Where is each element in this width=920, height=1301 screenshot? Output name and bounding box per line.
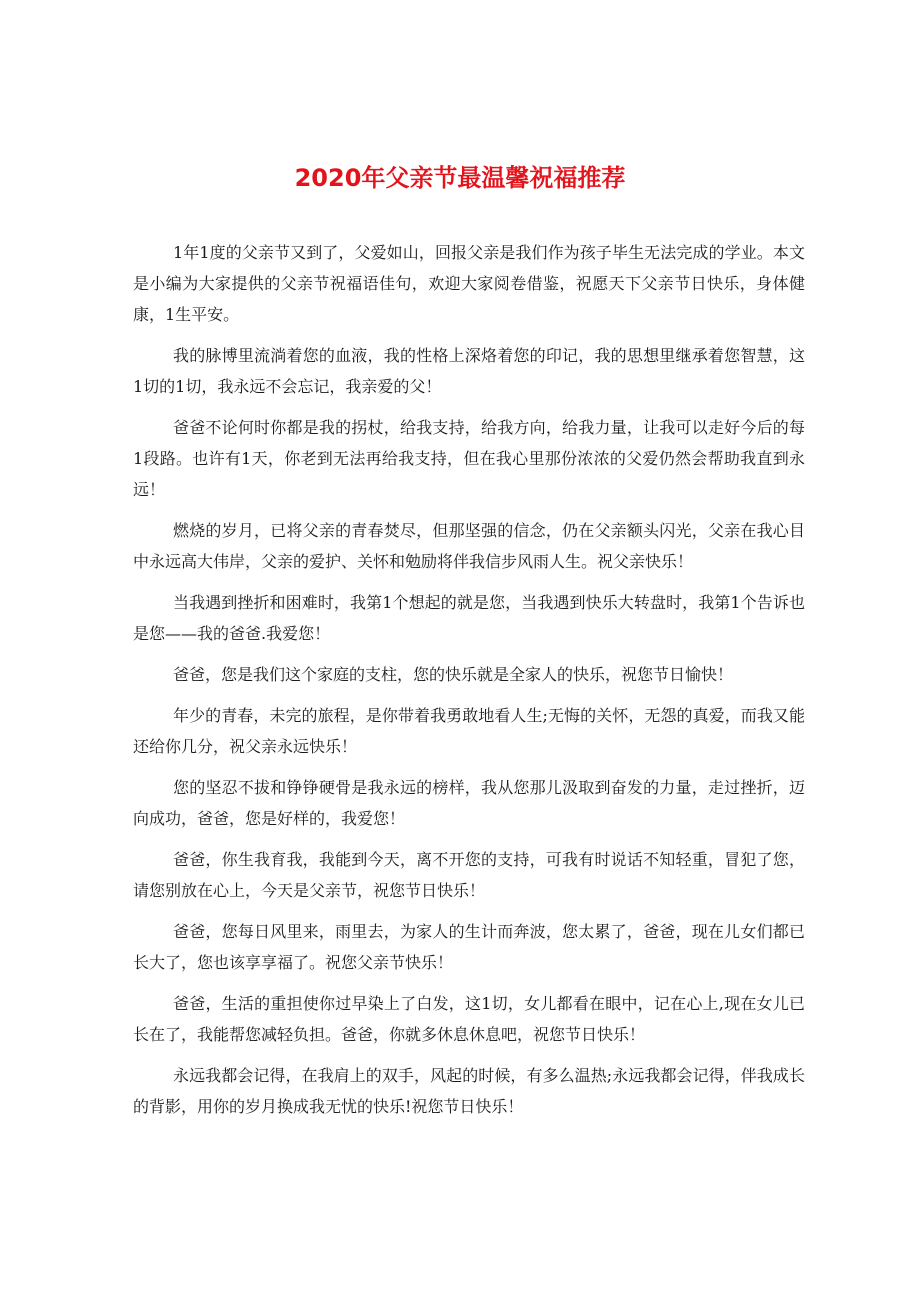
paragraph: 爸爸，生活的重担使你过早染上了白发，这1切，女儿都看在眼中，记在心上,现在女儿已长在了，我能帮您减轻负担。爸爸，你就多休息休息吧，祝您节日快乐！ [133, 994, 805, 1044]
paragraph: 我的脉博里流淌着您的血液，我的性格上深烙着您的印记，我的思想里继承着您智慧，这1切的1切，我永远不会忘记，我亲爱的父！ [133, 346, 805, 396]
paragraph: 爸爸，你生我育我，我能到今天，离不开您的支持，可我有时说话不知轻重，冒犯了您，请您别放在心上，今天是父亲节，祝您节日快乐！ [133, 850, 805, 900]
paragraph: 爸爸，您是我们这个家庭的支柱，您的快乐就是全家人的快乐，祝您节日愉快！ [173, 665, 734, 684]
document-body [133, 237, 805, 1132]
paragraph: 1年1度的父亲节又到了，父爱如山，回报父亲是我们作为孩子毕生无法完成的学业。本文是小编为大家提供的父亲节祝福语佳句，欢迎大家阅卷借鉴，祝愿天下父亲节日快乐，身体健康，1生平安。 [133, 243, 805, 324]
paragraph: 永远我都会记得，在我肩上的双手，风起的时候，有多么温热;永远我都会记得，伴我成长的背影，用你的岁月换成我无忧的快乐!祝您节日快乐！ [133, 1066, 805, 1116]
paragraph: 您的坚忍不拔和铮铮硬骨是我永远的榜样，我从您那儿汲取到奋发的力量，走过挫折，迈向成功，爸爸，您是好样的，我爱您！ [133, 778, 805, 828]
document-title: 2020年父亲节最温馨祝福推荐 [294, 164, 626, 192]
paragraph: 年少的青春，未完的旅程，是你带着我勇敢地看人生;无悔的关怀，无怨的真爱，而我又能还给你几分，祝父亲永远快乐！ [133, 706, 805, 756]
paragraph: 爸爸不论何时你都是我的拐杖，给我支持，给我方向，给我力量，让我可以走好今后的每1段路。也许有1天，你老到无法再给我支持，但在我心里那份浓浓的父爱仍然会帮助我直到永远！ [133, 418, 805, 499]
paragraph: 燃烧的岁月，已将父亲的青春焚尽，但那坚强的信念，仍在父亲额头闪光，父亲在我心目中永远高大伟岸，父亲的爱护、关怀和勉励将伴我信步风雨人生。祝父亲快乐！ [133, 521, 805, 571]
paragraph: 爸爸，您每日风里来，雨里去，为家人的生计而奔波，您太累了，爸爸，现在儿女们都已长大了，您也该享享福了。祝您父亲节快乐！ [133, 922, 805, 972]
paragraph: 当我遇到挫折和困难时，我第1个想起的就是您，当我遇到快乐大转盘时，我第1个告诉也是您——我的爸爸.我爱您！ [133, 593, 805, 643]
